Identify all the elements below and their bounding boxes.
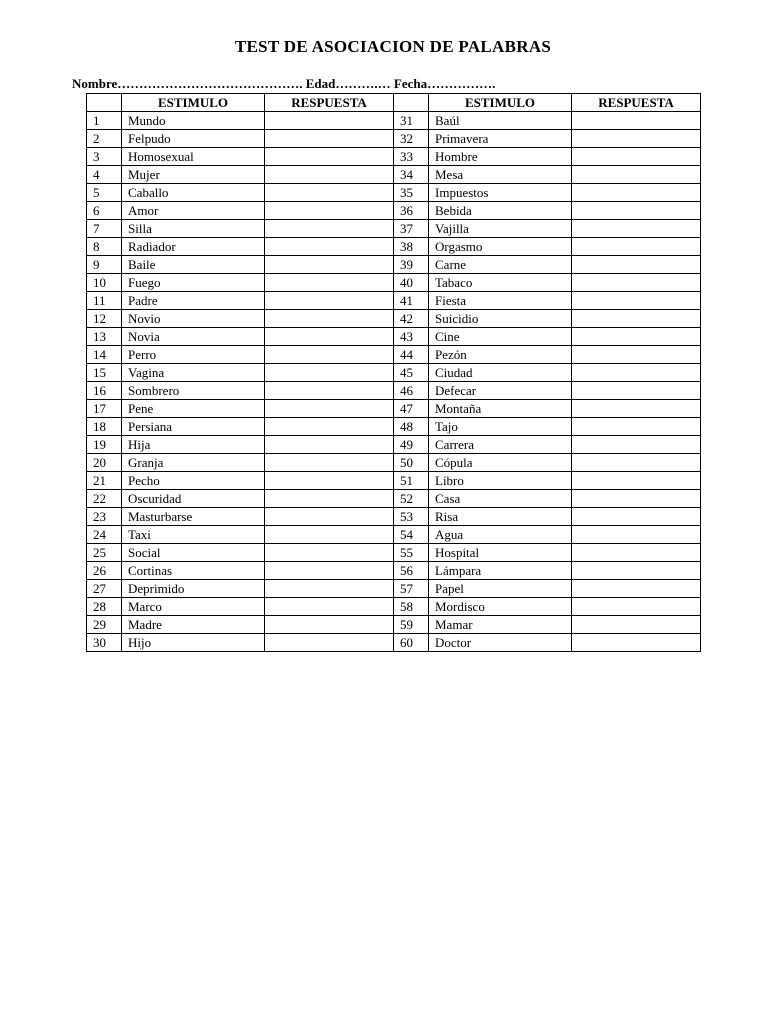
response-cell[interactable] bbox=[265, 436, 394, 454]
row-number: 36 bbox=[394, 202, 429, 220]
response-cell[interactable] bbox=[572, 508, 701, 526]
stimulus-word: Defecar bbox=[429, 382, 572, 400]
row-number: 26 bbox=[87, 562, 122, 580]
row-number: 39 bbox=[394, 256, 429, 274]
response-cell[interactable] bbox=[572, 580, 701, 598]
table-row bbox=[87, 598, 701, 616]
stimulus-word: Montaña bbox=[429, 400, 572, 418]
row-number: 37 bbox=[394, 220, 429, 238]
column-header-estimulo: ESTIMULO bbox=[122, 94, 265, 112]
stimulus-word: Persiana bbox=[122, 418, 265, 436]
row-number: 27 bbox=[87, 580, 122, 598]
row-number: 25 bbox=[87, 544, 122, 562]
response-cell[interactable] bbox=[572, 238, 701, 256]
stimulus-word: Social bbox=[122, 544, 265, 562]
row-number: 44 bbox=[394, 346, 429, 364]
response-cell[interactable] bbox=[572, 184, 701, 202]
response-cell[interactable] bbox=[265, 184, 394, 202]
stimulus-word: Hospital bbox=[429, 544, 572, 562]
response-cell[interactable] bbox=[572, 364, 701, 382]
response-cell[interactable] bbox=[572, 382, 701, 400]
table-row bbox=[87, 202, 701, 220]
stimulus-word: Orgasmo bbox=[429, 238, 572, 256]
stimulus-word: Risa bbox=[429, 508, 572, 526]
table-row bbox=[87, 454, 701, 472]
stimulus-word: Vajilla bbox=[429, 220, 572, 238]
stimulus-word: Novio bbox=[122, 310, 265, 328]
table-row bbox=[87, 634, 701, 652]
response-cell[interactable] bbox=[572, 472, 701, 490]
response-cell[interactable] bbox=[265, 400, 394, 418]
stimulus-word: Pene bbox=[122, 400, 265, 418]
table-header-row bbox=[87, 94, 701, 112]
row-number: 30 bbox=[87, 634, 122, 652]
row-number: 50 bbox=[394, 454, 429, 472]
table-row bbox=[87, 292, 701, 310]
response-cell[interactable] bbox=[265, 346, 394, 364]
row-number: 29 bbox=[87, 616, 122, 634]
table-row bbox=[87, 112, 701, 130]
response-cell[interactable] bbox=[265, 526, 394, 544]
table-row bbox=[87, 310, 701, 328]
response-cell[interactable] bbox=[572, 112, 701, 130]
response-cell[interactable] bbox=[572, 490, 701, 508]
row-number: 23 bbox=[87, 508, 122, 526]
response-cell[interactable] bbox=[265, 238, 394, 256]
table-row bbox=[87, 238, 701, 256]
response-cell[interactable] bbox=[265, 256, 394, 274]
response-cell[interactable] bbox=[572, 526, 701, 544]
response-cell[interactable] bbox=[265, 580, 394, 598]
response-cell[interactable] bbox=[572, 292, 701, 310]
table-row bbox=[87, 436, 701, 454]
stimulus-word: Radiador bbox=[122, 238, 265, 256]
stimulus-word: Cine bbox=[429, 328, 572, 346]
table-row bbox=[87, 418, 701, 436]
name-age-date-line: Nombre……………………………………. Edad……….… Fecha……………. bbox=[72, 76, 496, 91]
response-cell[interactable] bbox=[572, 256, 701, 274]
response-cell[interactable] bbox=[572, 202, 701, 220]
response-cell[interactable] bbox=[572, 346, 701, 364]
stimulus-word: Lámpara bbox=[429, 562, 572, 580]
stimulus-word: Fiesta bbox=[429, 292, 572, 310]
row-number: 15 bbox=[87, 364, 122, 382]
stimulus-word: Mordisco bbox=[429, 598, 572, 616]
stimulus-word: Baúl bbox=[429, 112, 572, 130]
response-cell[interactable] bbox=[572, 418, 701, 436]
response-cell[interactable] bbox=[265, 616, 394, 634]
table-row bbox=[87, 130, 701, 148]
stimulus-word: Perro bbox=[122, 346, 265, 364]
response-cell[interactable] bbox=[265, 562, 394, 580]
response-cell[interactable] bbox=[265, 508, 394, 526]
row-number: 13 bbox=[87, 328, 122, 346]
response-cell[interactable] bbox=[265, 454, 394, 472]
table-row bbox=[87, 256, 701, 274]
stimulus-word: Amor bbox=[122, 202, 265, 220]
response-cell[interactable] bbox=[265, 310, 394, 328]
stimulus-word: Novia bbox=[122, 328, 265, 346]
row-number: 40 bbox=[394, 274, 429, 292]
table-row bbox=[87, 508, 701, 526]
row-number: 1 bbox=[87, 112, 122, 130]
table-row bbox=[87, 562, 701, 580]
row-number: 49 bbox=[394, 436, 429, 454]
response-cell[interactable] bbox=[265, 166, 394, 184]
stimulus-word: Mundo bbox=[122, 112, 265, 130]
table-row bbox=[87, 616, 701, 634]
row-number: 2 bbox=[87, 130, 122, 148]
table-row bbox=[87, 364, 701, 382]
response-cell[interactable] bbox=[572, 454, 701, 472]
response-cell[interactable] bbox=[265, 364, 394, 382]
row-number: 58 bbox=[394, 598, 429, 616]
row-number: 53 bbox=[394, 508, 429, 526]
row-number: 18 bbox=[87, 418, 122, 436]
response-cell[interactable] bbox=[572, 616, 701, 634]
row-number: 19 bbox=[87, 436, 122, 454]
row-number: 32 bbox=[394, 130, 429, 148]
stimulus-word: Hijo bbox=[122, 634, 265, 652]
response-cell[interactable] bbox=[572, 544, 701, 562]
response-cell[interactable] bbox=[265, 634, 394, 652]
response-cell[interactable] bbox=[572, 562, 701, 580]
row-number: 35 bbox=[394, 184, 429, 202]
stimulus-word: Sombrero bbox=[122, 382, 265, 400]
stimulus-word: Libro bbox=[429, 472, 572, 490]
row-number: 16 bbox=[87, 382, 122, 400]
stimulus-word: Taxi bbox=[122, 526, 265, 544]
row-number: 43 bbox=[394, 328, 429, 346]
stimulus-word: Cópula bbox=[429, 454, 572, 472]
stimulus-word: Pecho bbox=[122, 472, 265, 490]
table-row bbox=[87, 400, 701, 418]
table-row bbox=[87, 490, 701, 508]
stimulus-word: Tajo bbox=[429, 418, 572, 436]
row-number: 59 bbox=[394, 616, 429, 634]
response-cell[interactable] bbox=[265, 202, 394, 220]
column-header-respuesta: RESPUESTA bbox=[572, 94, 701, 112]
response-cell[interactable] bbox=[265, 292, 394, 310]
stimulus-word: Tabaco bbox=[429, 274, 572, 292]
table-row bbox=[87, 472, 701, 490]
row-number: 31 bbox=[394, 112, 429, 130]
table-row bbox=[87, 580, 701, 598]
stimulus-word: Granja bbox=[122, 454, 265, 472]
row-number: 12 bbox=[87, 310, 122, 328]
row-number: 7 bbox=[87, 220, 122, 238]
row-number: 28 bbox=[87, 598, 122, 616]
row-number: 11 bbox=[87, 292, 122, 310]
response-cell[interactable] bbox=[265, 472, 394, 490]
stimulus-word: Silla bbox=[122, 220, 265, 238]
stimulus-word: Oscuridad bbox=[122, 490, 265, 508]
stimulus-word: Casa bbox=[429, 490, 572, 508]
table-row bbox=[87, 220, 701, 238]
table-row bbox=[87, 346, 701, 364]
row-number: 17 bbox=[87, 400, 122, 418]
stimulus-word: Doctor bbox=[429, 634, 572, 652]
stimulus-word: Mamar bbox=[429, 616, 572, 634]
stimulus-word: Ciudad bbox=[429, 364, 572, 382]
stimulus-word: Hombre bbox=[429, 148, 572, 166]
row-number: 47 bbox=[394, 400, 429, 418]
row-number: 54 bbox=[394, 526, 429, 544]
stimulus-word: Mujer bbox=[122, 166, 265, 184]
response-cell[interactable] bbox=[265, 220, 394, 238]
response-cell[interactable] bbox=[572, 634, 701, 652]
row-number: 42 bbox=[394, 310, 429, 328]
stimulus-word: Cortinas bbox=[122, 562, 265, 580]
response-cell[interactable] bbox=[265, 490, 394, 508]
column-header-number bbox=[394, 94, 429, 112]
stimulus-word: Suicidio bbox=[429, 310, 572, 328]
row-number: 60 bbox=[394, 634, 429, 652]
row-number: 21 bbox=[87, 472, 122, 490]
row-number: 9 bbox=[87, 256, 122, 274]
stimulus-word: Deprimido bbox=[122, 580, 265, 598]
row-number: 6 bbox=[87, 202, 122, 220]
row-number: 45 bbox=[394, 364, 429, 382]
table-row bbox=[87, 274, 701, 292]
stimulus-word: Baile bbox=[122, 256, 265, 274]
table-row bbox=[87, 184, 701, 202]
table-row bbox=[87, 166, 701, 184]
table-row bbox=[87, 544, 701, 562]
stimulus-word: Marco bbox=[122, 598, 265, 616]
stimulus-word: Masturbarse bbox=[122, 508, 265, 526]
stimulus-word: Papel bbox=[429, 580, 572, 598]
table-row bbox=[87, 148, 701, 166]
row-number: 14 bbox=[87, 346, 122, 364]
table-row bbox=[87, 526, 701, 544]
stimulus-word: Caballo bbox=[122, 184, 265, 202]
response-cell[interactable] bbox=[572, 400, 701, 418]
response-cell[interactable] bbox=[572, 598, 701, 616]
row-number: 52 bbox=[394, 490, 429, 508]
stimulus-word: Bebida bbox=[429, 202, 572, 220]
response-cell[interactable] bbox=[265, 418, 394, 436]
table-row bbox=[87, 328, 701, 346]
row-number: 10 bbox=[87, 274, 122, 292]
row-number: 41 bbox=[394, 292, 429, 310]
row-number: 8 bbox=[87, 238, 122, 256]
stimulus-word: Impuestos bbox=[429, 184, 572, 202]
response-cell[interactable] bbox=[265, 382, 394, 400]
page-title: TEST DE ASOCIACION DE PALABRAS bbox=[234, 37, 552, 56]
response-cell[interactable] bbox=[265, 544, 394, 562]
stimulus-word: Vagina bbox=[122, 364, 265, 382]
column-header-respuesta: RESPUESTA bbox=[265, 94, 394, 112]
stimulus-word: Carne bbox=[429, 256, 572, 274]
row-number: 57 bbox=[394, 580, 429, 598]
stimulus-word: Fuego bbox=[122, 274, 265, 292]
response-cell[interactable] bbox=[265, 328, 394, 346]
response-cell[interactable] bbox=[265, 148, 394, 166]
row-number: 51 bbox=[394, 472, 429, 490]
table-body bbox=[87, 112, 701, 652]
response-cell[interactable] bbox=[572, 274, 701, 292]
row-number: 22 bbox=[87, 490, 122, 508]
response-cell[interactable] bbox=[572, 166, 701, 184]
response-cell[interactable] bbox=[572, 328, 701, 346]
row-number: 34 bbox=[394, 166, 429, 184]
row-number: 24 bbox=[87, 526, 122, 544]
response-cell[interactable] bbox=[265, 274, 394, 292]
word-association-table bbox=[86, 93, 701, 652]
row-number: 56 bbox=[394, 562, 429, 580]
stimulus-word: Padre bbox=[122, 292, 265, 310]
row-number: 4 bbox=[87, 166, 122, 184]
row-number: 46 bbox=[394, 382, 429, 400]
stimulus-word: Madre bbox=[122, 616, 265, 634]
row-number: 20 bbox=[87, 454, 122, 472]
stimulus-word: Agua bbox=[429, 526, 572, 544]
stimulus-word: Mesa bbox=[429, 166, 572, 184]
stimulus-word: Pezón bbox=[429, 346, 572, 364]
row-number: 48 bbox=[394, 418, 429, 436]
stimulus-word: Hija bbox=[122, 436, 265, 454]
response-cell[interactable] bbox=[572, 436, 701, 454]
response-cell[interactable] bbox=[265, 130, 394, 148]
response-cell[interactable] bbox=[572, 130, 701, 148]
response-cell[interactable] bbox=[265, 112, 394, 130]
column-header-estimulo: ESTIMULO bbox=[429, 94, 572, 112]
row-number: 55 bbox=[394, 544, 429, 562]
table-row bbox=[87, 382, 701, 400]
response-cell[interactable] bbox=[572, 148, 701, 166]
stimulus-word: Primavera bbox=[429, 130, 572, 148]
row-number: 33 bbox=[394, 148, 429, 166]
row-number: 38 bbox=[394, 238, 429, 256]
stimulus-word: Felpudo bbox=[122, 130, 265, 148]
stimulus-word: Homosexual bbox=[122, 148, 265, 166]
response-cell[interactable] bbox=[572, 310, 701, 328]
column-header-number bbox=[87, 94, 122, 112]
stimulus-word: Carrera bbox=[429, 436, 572, 454]
row-number: 5 bbox=[87, 184, 122, 202]
response-cell[interactable] bbox=[572, 220, 701, 238]
response-cell[interactable] bbox=[265, 598, 394, 616]
row-number: 3 bbox=[87, 148, 122, 166]
